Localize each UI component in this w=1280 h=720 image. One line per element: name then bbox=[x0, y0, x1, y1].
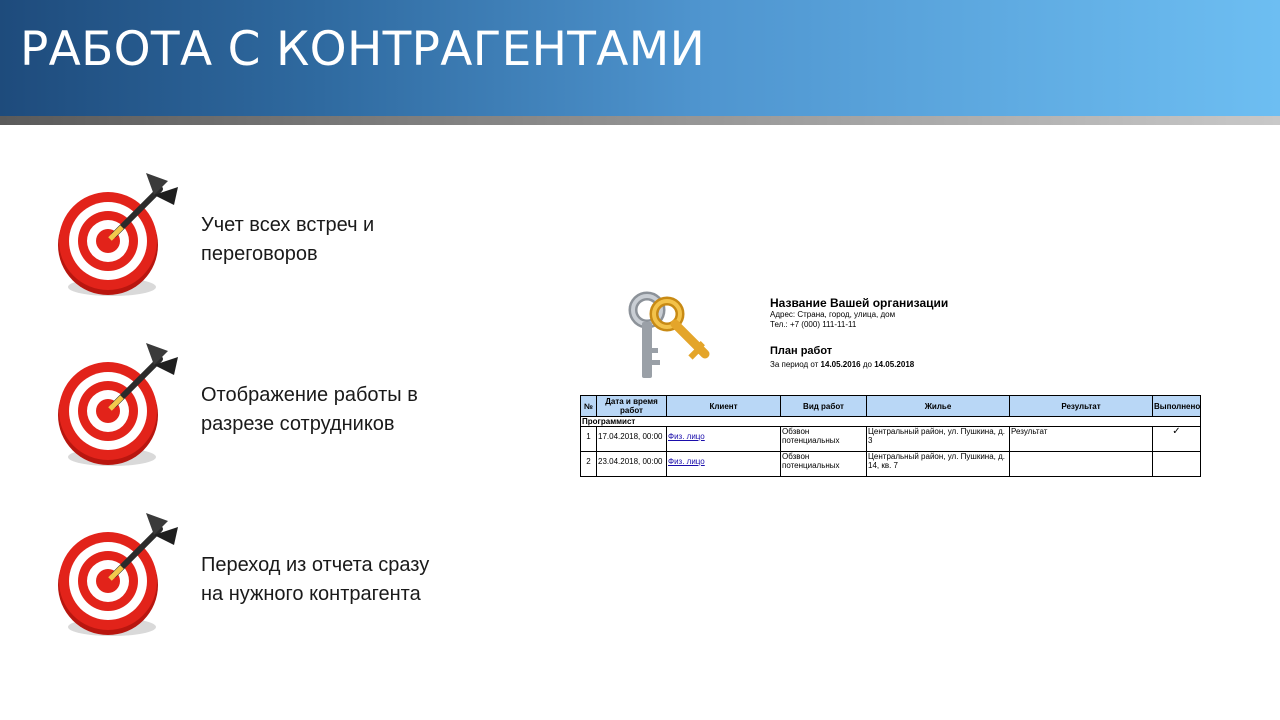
period-mid: до bbox=[862, 360, 872, 369]
slide-title: РАБОТА С КОНТРАГЕНТАМИ bbox=[20, 22, 706, 77]
work-plan-table bbox=[580, 395, 1201, 477]
work-plan-report bbox=[580, 290, 1200, 475]
keys-icon bbox=[625, 290, 715, 385]
row-housing: Центральный район, ул. Пушкина, д. 3 bbox=[867, 427, 1010, 452]
table-row[interactable] bbox=[581, 427, 1201, 452]
row-housing: Центральный район, ул. Пушкина, д. 14, кв. 7 bbox=[867, 452, 1010, 477]
bullet-item bbox=[50, 505, 510, 645]
row-number: 2 bbox=[581, 452, 597, 477]
bullet-line: переговоров bbox=[201, 243, 318, 265]
row-done-checkmark: ✓ bbox=[1153, 427, 1201, 452]
row-client-cell bbox=[667, 452, 781, 477]
bullet-text bbox=[201, 551, 491, 609]
column-header: Клиент bbox=[667, 396, 781, 417]
column-header: Вид работ bbox=[781, 396, 867, 417]
column-header: Результат bbox=[1010, 396, 1153, 417]
row-work-type: Обзвон потенциальных bbox=[781, 427, 867, 452]
row-datetime: 23.04.2018, 00:00 bbox=[597, 452, 667, 477]
report-period bbox=[770, 360, 914, 369]
group-label: Программист bbox=[581, 417, 1201, 427]
bullet-text bbox=[201, 211, 491, 269]
row-number: 1 bbox=[581, 427, 597, 452]
bullet-line: Отображение работы в bbox=[201, 384, 418, 406]
table-header-row bbox=[581, 396, 1201, 417]
title-banner bbox=[0, 0, 1280, 116]
row-result: Результат bbox=[1010, 427, 1153, 452]
row-work-type: Обзвон потенциальных bbox=[781, 452, 867, 477]
column-header: Жилье bbox=[867, 396, 1010, 417]
period-prefix: За период от bbox=[770, 360, 819, 369]
client-link[interactable]: Физ. лицо bbox=[668, 432, 705, 441]
column-header: № bbox=[581, 396, 597, 417]
org-phone: Тел.: +7 (000) 111-11-11 bbox=[770, 320, 857, 329]
dartboard-target-icon bbox=[50, 505, 190, 645]
org-name: Название Вашей организации bbox=[770, 296, 949, 310]
period-to: 14.05.2018 bbox=[874, 360, 915, 369]
bullet-line: разрезе сотрудников bbox=[201, 413, 395, 435]
org-address: Адрес: Страна, город, улица, дом bbox=[770, 310, 896, 319]
group-row bbox=[581, 417, 1201, 427]
bullet-item bbox=[50, 335, 510, 475]
bullet-line: Переход из отчета сразу bbox=[201, 554, 430, 576]
bullet-line: на нужного контрагента bbox=[201, 583, 421, 605]
bullet-item bbox=[50, 165, 510, 305]
row-done-checkmark bbox=[1153, 452, 1201, 477]
row-client-cell bbox=[667, 427, 781, 452]
row-datetime: 17.04.2018, 00:00 bbox=[597, 427, 667, 452]
column-header: Выполнено bbox=[1153, 396, 1201, 417]
dartboard-target-icon bbox=[50, 165, 190, 305]
dartboard-target-icon bbox=[50, 335, 190, 475]
period-from: 14.05.2016 bbox=[820, 360, 861, 369]
row-result bbox=[1010, 452, 1153, 477]
bullet-line: Учет всех встреч и bbox=[201, 214, 375, 236]
table-row[interactable] bbox=[581, 452, 1201, 477]
client-link[interactable]: Физ. лицо bbox=[668, 457, 705, 466]
column-header: Дата и время работ bbox=[597, 396, 667, 417]
bullet-text bbox=[201, 381, 491, 439]
title-underline-bar bbox=[0, 116, 1280, 125]
report-title: План работ bbox=[770, 345, 833, 357]
